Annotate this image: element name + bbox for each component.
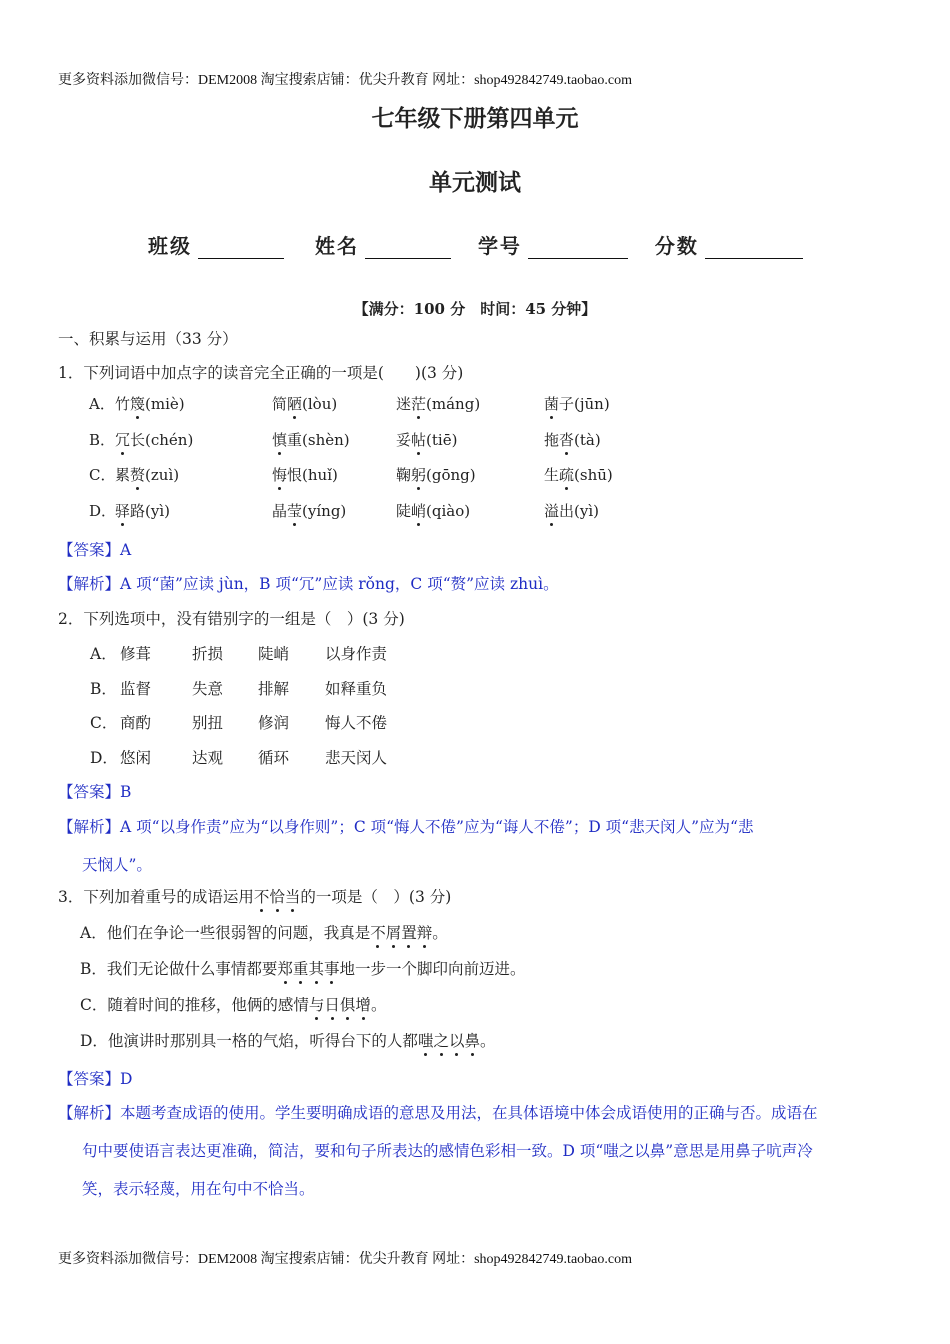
- class-label: 班级: [148, 234, 192, 258]
- q2-analysis-cont: 天悯人”。: [82, 856, 152, 874]
- dotted-char: 驿: [115, 502, 131, 520]
- q2-word: 悔人不倦: [325, 714, 388, 732]
- word-post: (qiào): [426, 502, 471, 520]
- q1-word: [272, 393, 337, 414]
- word-pre: 妥: [396, 431, 412, 449]
- q1-word: [396, 500, 470, 521]
- q2-word: 悠闲: [120, 749, 152, 767]
- q1-word: [115, 500, 170, 521]
- q2-word: 失意: [192, 680, 224, 698]
- q3-stem-post: 的一项是（ ）(3 分): [300, 888, 452, 906]
- q1-word: [544, 429, 601, 450]
- dotted-char: 篾: [130, 395, 146, 413]
- word-post: (yíng): [302, 502, 347, 520]
- dotted-char: 辩: [417, 921, 433, 943]
- q3-analysis-line2: 句中要使语言表达更准确，简洁，要和句子所表达的感情色彩相一致。D 项“嗤之以鼻”意思是用鼻子吭声冷: [82, 1142, 813, 1160]
- q2-stem: 2．下列选项中，没有错别字的一组是（ ）(3 分): [58, 610, 405, 628]
- q1-word: [544, 393, 610, 414]
- q2-word: 排解: [258, 680, 290, 698]
- word-post: 重(shèn): [287, 431, 350, 449]
- analysis-tag: 【解析】: [58, 1104, 121, 1122]
- dotted-char: 郑: [277, 957, 293, 979]
- word-pre: 晶: [272, 502, 288, 520]
- dotted-char: 慎: [272, 431, 288, 449]
- dotted-char: 与: [309, 993, 325, 1015]
- score-time: 【满分：100 分 时间：45 分钟】: [353, 300, 597, 318]
- dotted-char: 躬: [411, 466, 427, 484]
- option-text: C．随着时间的推移，他俩的感情: [80, 996, 309, 1014]
- word-pre: 累: [115, 466, 131, 484]
- q1-answer: [58, 538, 131, 560]
- dotted-char: 陋: [287, 395, 303, 413]
- analysis-tag: 【解析】: [58, 818, 121, 836]
- q1-word: [544, 500, 599, 521]
- word-post: 恨(huǐ): [287, 466, 338, 484]
- q1-stem: 1．下列词语中加点字的读音完全正确的一项是( )(3 分): [58, 364, 464, 382]
- q2-word: 以身作责: [325, 645, 388, 663]
- answer-value: A: [120, 541, 132, 559]
- answer-tag: 【答案】: [58, 541, 121, 559]
- dotted-char: 悔: [272, 466, 288, 484]
- dotted-char: 重: [293, 957, 309, 979]
- word-post: 子(jūn): [559, 395, 610, 413]
- score-blank[interactable]: [705, 240, 803, 259]
- student-info-line: [148, 230, 803, 259]
- q3-answer: [58, 1067, 132, 1089]
- analysis-text: A 项“以身作责”应为“以身作则”；C 项“悔人不倦”应为“诲人不倦”；D 项“悲天闵人”应为“悲: [120, 818, 754, 836]
- dotted-char: 以: [449, 1029, 465, 1051]
- class-blank[interactable]: [198, 240, 284, 259]
- answer-value: D: [120, 1070, 133, 1088]
- dotted-char: 峭: [411, 502, 427, 520]
- word-post: 长(chén): [130, 431, 194, 449]
- q2-word: 如释重负: [325, 680, 388, 698]
- q1-word: [115, 464, 179, 485]
- q2-word: 折损: [192, 645, 224, 663]
- document-title: 七年级下册第四单元: [371, 105, 579, 132]
- q3-option: [80, 993, 386, 1015]
- dotted-char: 俱: [340, 993, 356, 1015]
- dotted-char: 冗: [115, 431, 131, 449]
- q2-analysis: [58, 815, 753, 837]
- dotted-char: 置: [401, 921, 417, 943]
- q1-word: [544, 464, 613, 485]
- word-post: (máng): [426, 395, 481, 413]
- dotted-char: 沓: [559, 431, 575, 449]
- q3-option: [80, 1029, 496, 1051]
- q1-option-label: C．: [89, 466, 116, 484]
- dotted-char: 赘: [130, 466, 146, 484]
- q2-word: 悲天闵人: [325, 749, 388, 767]
- q3-option: [80, 957, 525, 979]
- option-text: D．他演讲时那别具一格的气焰，听得台下的人都: [80, 1032, 418, 1050]
- analysis-text: A 项“菌”应读 jùn，B 项“冗”应读 rǒng，C 项“赘”应读 zhuì。: [120, 575, 559, 593]
- q1-option-label: A．: [89, 395, 115, 413]
- dotted-char: 事: [324, 957, 340, 979]
- analysis-text: 本题考查成语的使用。学生要明确成语的意思及用法，在具体语境中体会成语使用的正确与否。成语在: [120, 1104, 818, 1122]
- dotted-char: 鼻: [464, 1029, 480, 1051]
- q1-word: [396, 429, 457, 450]
- option-text-end: 。: [480, 1032, 496, 1050]
- dotted-char: 屑: [386, 921, 402, 943]
- q2-word: 陡峭: [258, 645, 290, 663]
- option-text-end: 。: [370, 996, 387, 1014]
- page-header: 更多资料添加微信号：DEM2008 淘宝搜索店铺：优尖升教育 网址：shop492842749.taobao.com: [58, 73, 632, 88]
- option-text: A．他们在争论一些很弱智的问题，我真是: [80, 924, 371, 942]
- score-label: 分数: [654, 234, 699, 258]
- q1-analysis: [58, 572, 559, 594]
- dotted-char: 当: [285, 885, 301, 907]
- dotted-char: 菌: [544, 395, 560, 413]
- q3-stem-emphasis: [254, 888, 301, 906]
- dotted-char: 帖: [411, 431, 427, 449]
- word-pre: 拖: [544, 431, 560, 449]
- option-text-end: 地一步一个脚印向前迈进。: [339, 960, 526, 978]
- answer-value: B: [120, 783, 132, 801]
- name-label: 姓名: [314, 234, 359, 258]
- q1-word: [272, 500, 346, 521]
- word-post: (gōng): [426, 466, 476, 484]
- q3-stem-pre: 3．下列加着重号的成语运用: [58, 888, 254, 906]
- word-post: (tiē): [426, 431, 458, 449]
- section-heading: 一、积累与运用（33 分）: [58, 330, 238, 348]
- q3-analysis-line3: 笑，表示轻蔑，用在句中不恰当。: [82, 1180, 315, 1198]
- word-pre: 简: [272, 395, 288, 413]
- dotted-char: 之: [433, 1029, 449, 1051]
- q2-option-label: D．: [90, 749, 118, 767]
- dotted-char: 疏: [559, 466, 575, 484]
- dotted-char: 其: [308, 957, 324, 979]
- word-pre: 竹: [115, 395, 131, 413]
- q2-answer: [58, 780, 131, 802]
- word-post: (shū): [574, 466, 613, 484]
- answer-tag: 【答案】: [58, 1070, 121, 1088]
- id-label: 学号: [477, 234, 522, 258]
- q2-word: 修葺: [120, 645, 152, 663]
- dotted-char: 嗤: [418, 1029, 434, 1051]
- q1-option-label: B．: [89, 431, 116, 449]
- q2-word: 修润: [258, 714, 290, 732]
- word-post: (miè): [145, 395, 185, 413]
- q2-word: 别扭: [192, 714, 224, 732]
- page-footer: 更多资料添加微信号：DEM2008 淘宝搜索店铺：优尖升教育 网址：shop492842749.taobao.com: [58, 1252, 632, 1267]
- dotted-char: 不: [254, 885, 270, 907]
- q2-option-label: B．: [90, 680, 117, 698]
- q2-word: 达观: [192, 749, 224, 767]
- q2-option-label: C．: [90, 714, 118, 732]
- word-post: (tà): [574, 431, 601, 449]
- dotted-char: 莹: [287, 502, 303, 520]
- dotted-char: 增: [355, 993, 371, 1015]
- name-blank[interactable]: [365, 240, 451, 259]
- q2-option-label: A．: [90, 645, 117, 663]
- q1-word: [272, 429, 350, 450]
- id-blank[interactable]: [528, 240, 628, 259]
- dotted-char: 恰: [269, 885, 285, 907]
- q1-word: [115, 393, 185, 414]
- word-pre: 陡: [396, 502, 412, 520]
- q1-word: [272, 464, 338, 485]
- dotted-char: 不: [370, 921, 386, 943]
- q1-option-label: D．: [89, 502, 117, 520]
- q3-option: [80, 921, 448, 943]
- option-text-end: 。: [432, 924, 448, 942]
- word-post: (zuì): [145, 466, 180, 484]
- dotted-char: 溢: [544, 502, 560, 520]
- q2-word: 商酌: [120, 714, 152, 732]
- word-post: (lòu): [302, 395, 338, 413]
- word-post: 路(yì): [130, 502, 170, 520]
- dotted-char: 日: [324, 993, 340, 1015]
- q1-word: [396, 464, 476, 485]
- word-post: 出(yì): [559, 502, 599, 520]
- option-text: B．我们无论做什么事情都要: [80, 960, 278, 978]
- q3-analysis: [58, 1101, 818, 1123]
- document-subtitle: 单元测试: [429, 169, 521, 196]
- q1-word: [115, 429, 193, 450]
- analysis-tag: 【解析】: [58, 575, 121, 593]
- q3-stem: [58, 885, 451, 907]
- q2-word: 监督: [120, 680, 152, 698]
- q1-word: [396, 393, 480, 414]
- word-pre: 生: [544, 466, 560, 484]
- word-pre: 鞠: [396, 466, 412, 484]
- answer-tag: 【答案】: [58, 783, 121, 801]
- word-pre: 迷: [396, 395, 412, 413]
- dotted-char: 茫: [411, 395, 427, 413]
- q2-word: 循环: [258, 749, 290, 767]
